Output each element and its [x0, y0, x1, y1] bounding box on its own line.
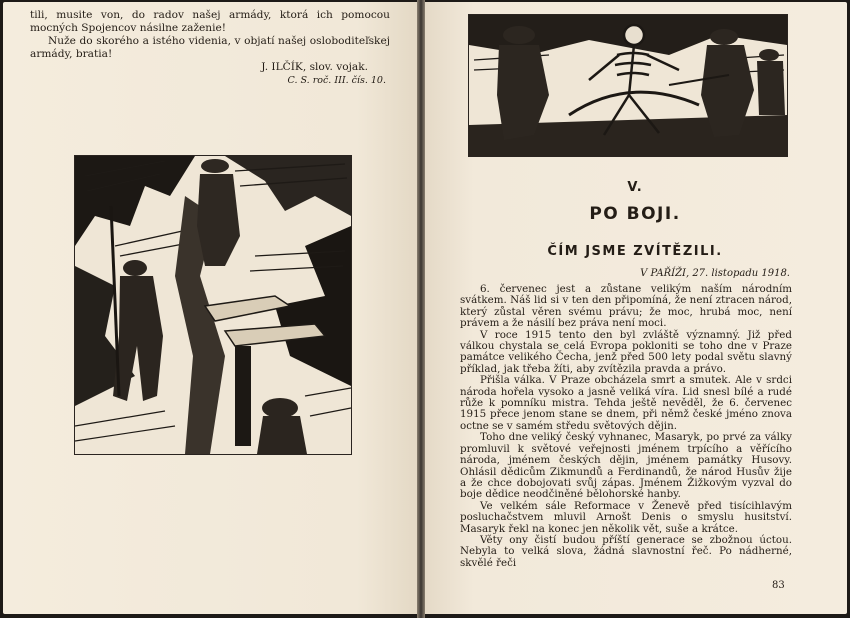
body-paragraph-5: Ve velkém sále Reformace v Ženevě před tisícihlavým posluchačstvem mluvil Arnošt Denis o smyslu husitství. Masaryk řekl na konec jen několik vět, suše a krátce.: [460, 499, 792, 535]
page-number: 83: [772, 580, 785, 591]
body-paragraph-1: 6. červenec jest a zůstane velikým naším národním svátkem. Náš lid si v ten den připomíná, že není ztracen národ, který zůstal věren svému právu; že moc, hrubá moc, není právem a že násilí bez práva není moci.: [460, 283, 792, 330]
body-paragraph-6: Věty ony čistí budou příští generace se zbožnou úctou. Nebyla to velká slova, žádná slavnostní řeč. Po nádherné, skvělé řeči: [460, 533, 792, 569]
source-citation: C. S. roč. III. čís. 10.: [287, 75, 386, 86]
body-paragraph-4: Toho dne veliký český vyhnanec, Masaryk, po prvé za války promluvil k světové veřejnosti jménem trpícího a věřícího národa, jménem českých dějin, jménem památky Husovy. Ohlásil dědicům Zikmundů a Ferdinandů, že národ Husův žije a že chce dobojovati svůj zápas. Jménem Žižkovým vyzval do boje dědice neodčiněné bělohorské hanby.: [460, 431, 792, 501]
right-page-body: [460, 284, 792, 569]
section-title: ČÍM JSME ZVÍTĚZILI.: [547, 244, 723, 259]
body-paragraph-2: V roce 1915 tento den byl zvláště významný. Již před válkou chystala se celá Evropa pokloniti se toho dne v Praze památce velikého Čecha, jenž před 500 lety podal světu slavný příklad, jak třeba žíti, aby zvítězila pravda a právo.: [460, 328, 792, 375]
left-paragraph-2: Nuže do skorého a istého videnia, v objatí našej osloboditeľskej armády, bratia!: [30, 35, 390, 60]
left-page-text: [30, 9, 390, 87]
body-paragraph-3: Přišla válka. V Praze obcházela smrt a smutek. Ale v srdci národa hořela vysoko a jasně veliká víra. Lid snesl bílé a rudé růže k pomníku mistra. Tehda ještě nevěděl, že 6. červenec 1915 přece jenom stane se dnem, při němž české jméno znova octne se v samém středu světových dějin.: [460, 374, 792, 432]
book-gutter: [417, 0, 425, 618]
death-skeleton-illustration-icon: [468, 14, 788, 157]
chapter-number: V.: [627, 180, 643, 195]
closing-line: [30, 35, 390, 61]
author-signature: J. ILČÍK, slov. vojak.: [261, 61, 368, 73]
chapter-title: PO BOJI.: [589, 204, 681, 224]
left-paragraph-1: tili, musite von, do radov našej armády, ktorá ich pomocou mocných Spojencov násilne zaženie!: [30, 9, 390, 34]
soldiers-in-trench-illustration-icon: [74, 155, 352, 455]
signature-line: [30, 61, 390, 74]
dateline: V PAŘÍŽI, 27. listopadu 1918.: [640, 268, 790, 279]
